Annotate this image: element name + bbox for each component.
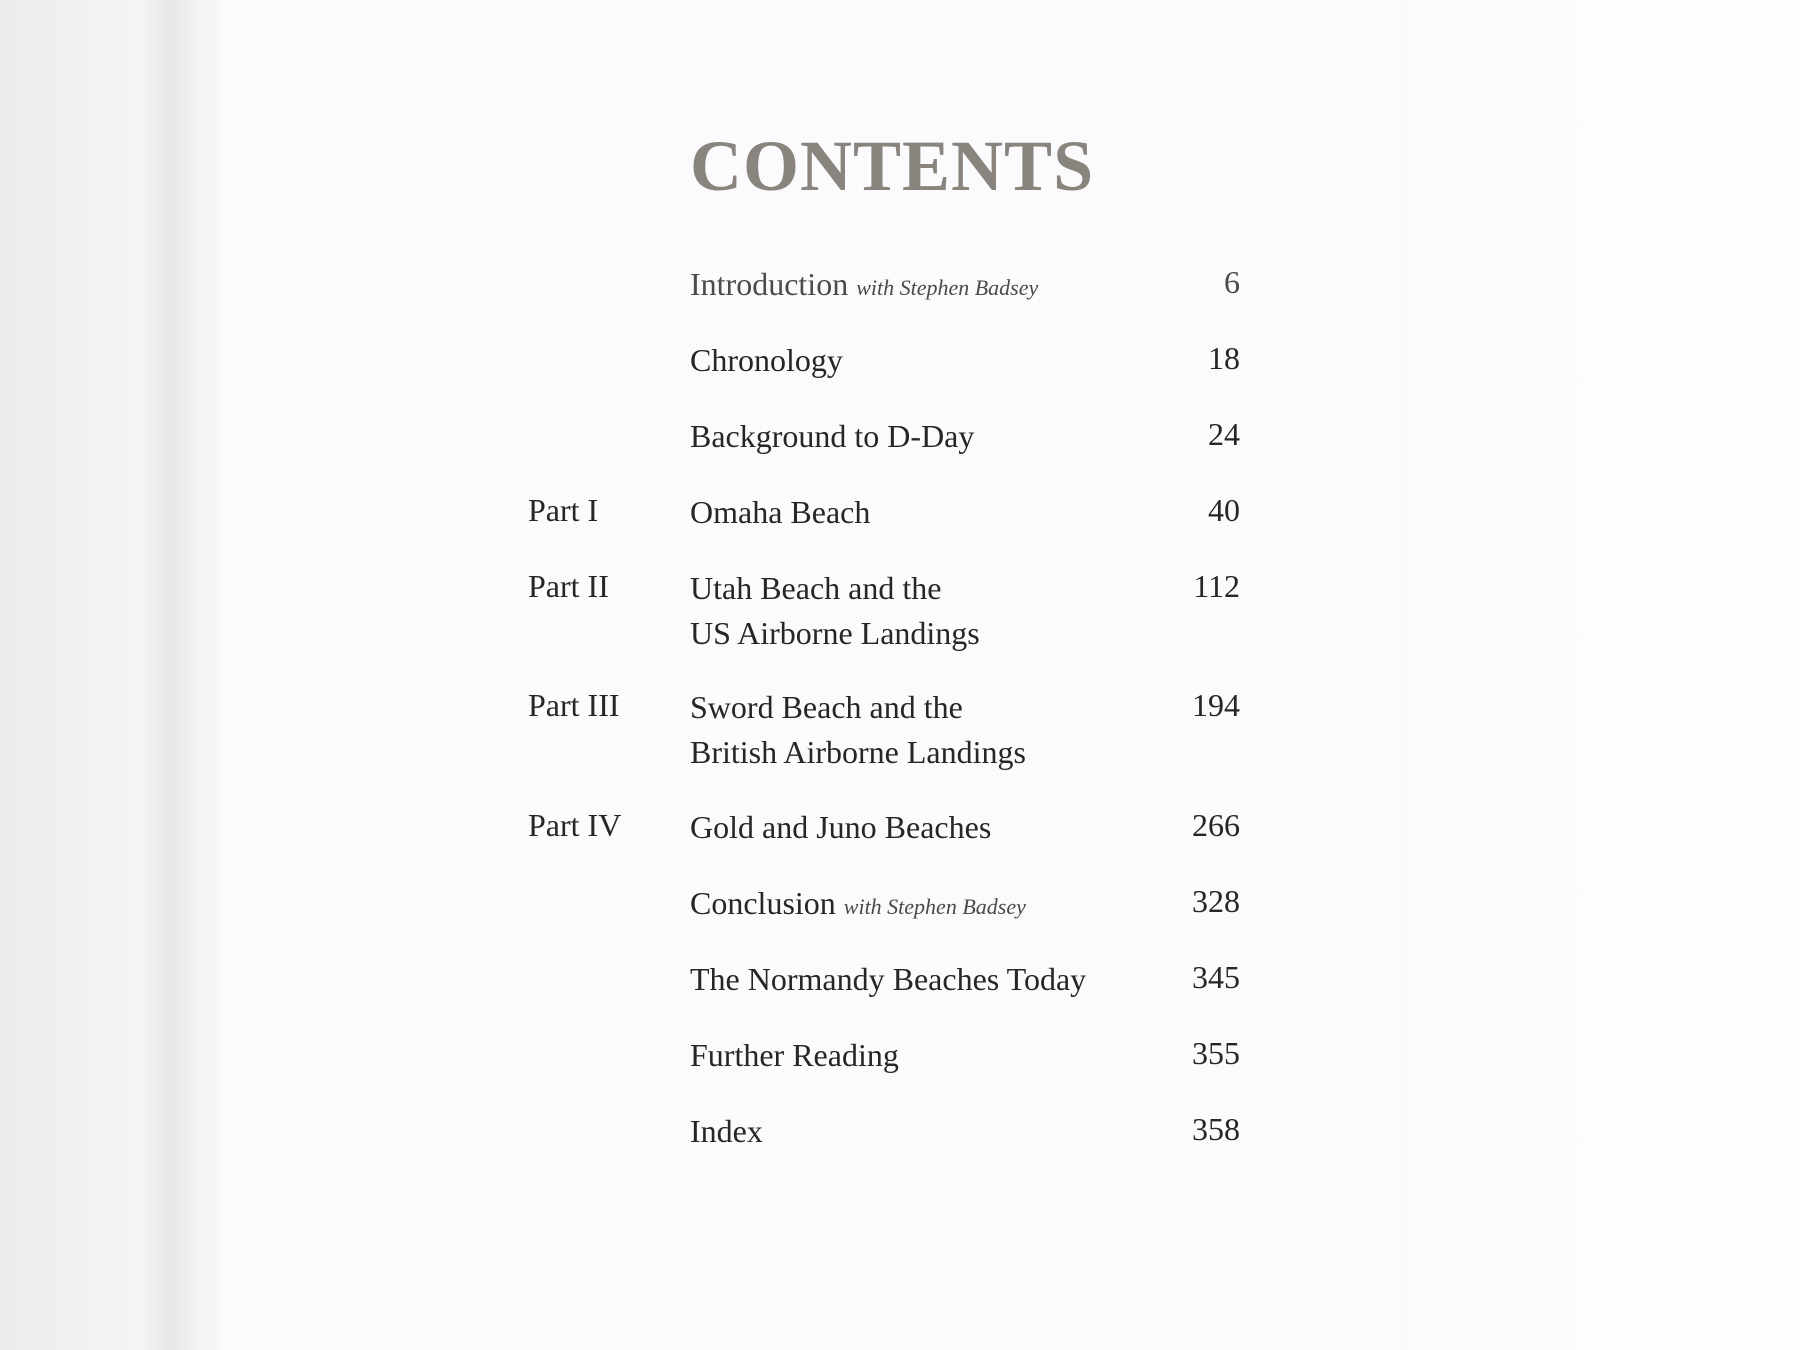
toc-entry-line: Utah Beach and the bbox=[690, 570, 942, 606]
toc-part-label: Part II bbox=[528, 568, 609, 604]
toc-entry-title bbox=[690, 262, 1150, 307]
toc-row bbox=[0, 566, 1800, 686]
toc-page-number: 328 bbox=[1192, 883, 1240, 919]
toc-entry-contributor: with Stephen Badsey bbox=[843, 894, 1026, 919]
toc-entry-title bbox=[690, 957, 1150, 1002]
toc-page-number: 112 bbox=[1193, 568, 1240, 604]
toc-entry-line: British Airborne Landings bbox=[690, 733, 1026, 770]
toc-page-number: 194 bbox=[1192, 687, 1240, 723]
toc-entry-line: Gold and Juno Beaches bbox=[690, 809, 992, 845]
toc-entry-title bbox=[690, 566, 1150, 656]
toc-entry-title bbox=[690, 1033, 1150, 1078]
toc-entry-title bbox=[690, 685, 1150, 775]
toc-page-number: 40 bbox=[1208, 492, 1240, 528]
toc-entry-line: Chronology bbox=[690, 342, 843, 378]
toc-entry-title bbox=[690, 338, 1150, 383]
toc-part-label: Part III bbox=[528, 687, 620, 723]
toc-page-number: 266 bbox=[1192, 807, 1240, 843]
toc-entry-line: Index bbox=[690, 1113, 763, 1149]
toc-entry-contributor: with Stephen Badsey bbox=[856, 275, 1039, 300]
toc-page-number: 358 bbox=[1192, 1111, 1240, 1147]
toc-page-number: 18 bbox=[1208, 340, 1240, 376]
toc-entry-line: Conclusion bbox=[690, 885, 836, 921]
toc-entry-line: Omaha Beach bbox=[690, 494, 871, 530]
toc-part-label: Part I bbox=[528, 492, 599, 528]
toc-entry-line: Sword Beach and the bbox=[690, 689, 963, 725]
page-title: CONTENTS bbox=[690, 126, 1095, 206]
toc-entry-title bbox=[690, 490, 1150, 535]
toc-entry-line: Introduction bbox=[690, 266, 849, 302]
toc-page-number: 24 bbox=[1208, 416, 1240, 452]
toc-page-number: 6 bbox=[1224, 264, 1240, 300]
toc-entry-line: US Airborne Landings bbox=[690, 614, 980, 651]
toc-row bbox=[0, 685, 1800, 805]
toc-entry-line: Further Reading bbox=[690, 1037, 899, 1073]
toc-entry-title bbox=[690, 881, 1150, 926]
toc-entry-line: The Normandy Beaches Today bbox=[690, 961, 1087, 997]
toc-part-label: Part IV bbox=[528, 807, 622, 843]
toc-page-number: 345 bbox=[1192, 959, 1240, 995]
toc-entry-line: Background to D-Day bbox=[690, 418, 975, 454]
toc-entry-title bbox=[690, 805, 1150, 850]
toc-row bbox=[0, 1109, 1800, 1229]
toc-entry-title bbox=[690, 414, 1150, 459]
toc-entry-title bbox=[690, 1109, 1150, 1154]
toc-page-number: 355 bbox=[1192, 1035, 1240, 1071]
